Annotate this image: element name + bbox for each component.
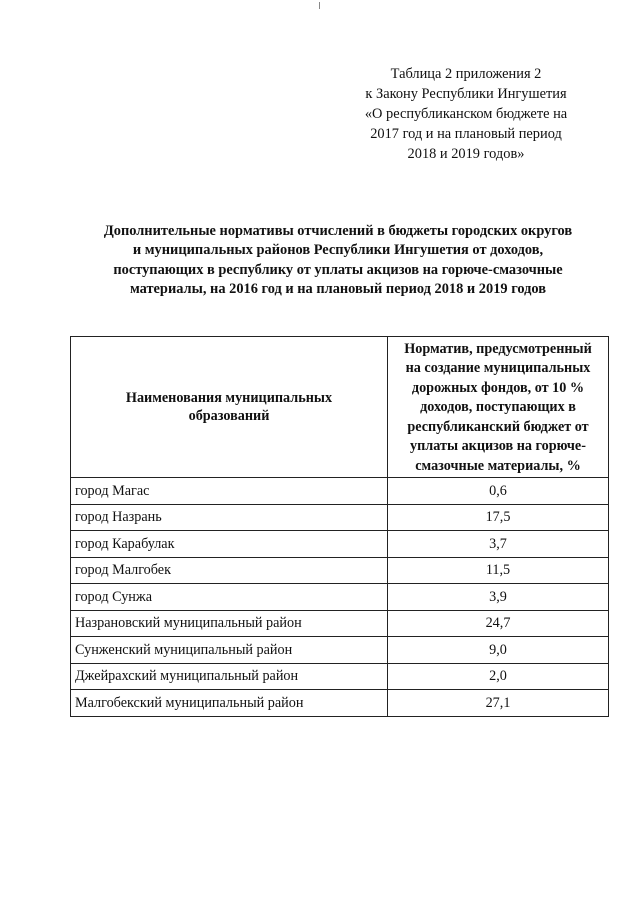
appendix-line: к Закону Республики Ингушетия	[365, 86, 567, 102]
appendix-line: 2017 год и на плановый период	[370, 126, 562, 142]
header-line: дорожных фондов, от 10 %	[411, 379, 585, 396]
header-line: на создание муниципальных	[405, 360, 591, 377]
header-line: Норматив, предусмотренный	[404, 340, 592, 357]
header-line: Наименования муниципальных	[125, 390, 333, 406]
table-row	[71, 690, 609, 717]
table-row	[71, 663, 609, 690]
title-line: поступающих в республику от уплаты акцизов на горюче-смазочные	[113, 261, 563, 278]
column-header-name	[71, 337, 388, 478]
appendix-line: Таблица 2 приложения 2	[390, 66, 542, 82]
title-line: материалы, на 2016 год и на плановый период 2018 и 2019 годов	[129, 281, 547, 298]
table-row	[71, 610, 609, 637]
document-title	[78, 222, 598, 300]
header-line: уплаты акцизов на горюче-	[410, 438, 586, 455]
scan-mark	[319, 2, 320, 9]
table-row	[71, 557, 609, 584]
appendix-line: «О республиканском бюджете на	[364, 106, 568, 122]
norm-value: 24,7	[388, 610, 609, 637]
norm-value: 17,5	[388, 504, 609, 531]
header-line: смазочные материалы, %	[415, 457, 581, 474]
table-header-row	[71, 337, 609, 478]
norm-value: 0,6	[388, 478, 609, 505]
header-line: доходов, поступающих в	[420, 399, 576, 416]
column-header-norm	[388, 337, 609, 478]
table-row	[71, 637, 609, 664]
title-line: и муниципальных районов Республики Ингушетия от доходов,	[132, 242, 544, 259]
norm-value: 27,1	[388, 690, 609, 717]
municipality-name: город Назрань	[71, 504, 388, 531]
header-line: образований	[188, 408, 270, 424]
municipality-name: Назрановский муниципальный район	[71, 610, 388, 637]
municipality-name: город Карабулак	[71, 531, 388, 558]
municipality-name: город Малгобек	[71, 557, 388, 584]
header-line: республиканский бюджет от	[407, 418, 589, 435]
norms-table	[70, 336, 609, 717]
table-row	[71, 584, 609, 611]
norm-value: 3,7	[388, 531, 609, 558]
appendix-line: 2018 и 2019 годов»	[407, 146, 525, 162]
norm-value: 11,5	[388, 557, 609, 584]
municipality-name: Джейрахский муниципальный район	[71, 663, 388, 690]
title-line: Дополнительные нормативы отчислений в бюджеты городских округов	[103, 223, 573, 239]
municipality-name: город Сунжа	[71, 584, 388, 611]
table-row	[71, 531, 609, 558]
municipality-name: город Магас	[71, 478, 388, 505]
municipality-name: Сунженский муниципальный район	[71, 637, 388, 664]
municipality-name: Малгобекский муниципальный район	[71, 690, 388, 717]
norm-value: 2,0	[388, 663, 609, 690]
norm-value: 9,0	[388, 637, 609, 664]
appendix-reference	[352, 64, 580, 164]
table-row	[71, 478, 609, 505]
norm-value: 3,9	[388, 584, 609, 611]
table-row	[71, 504, 609, 531]
